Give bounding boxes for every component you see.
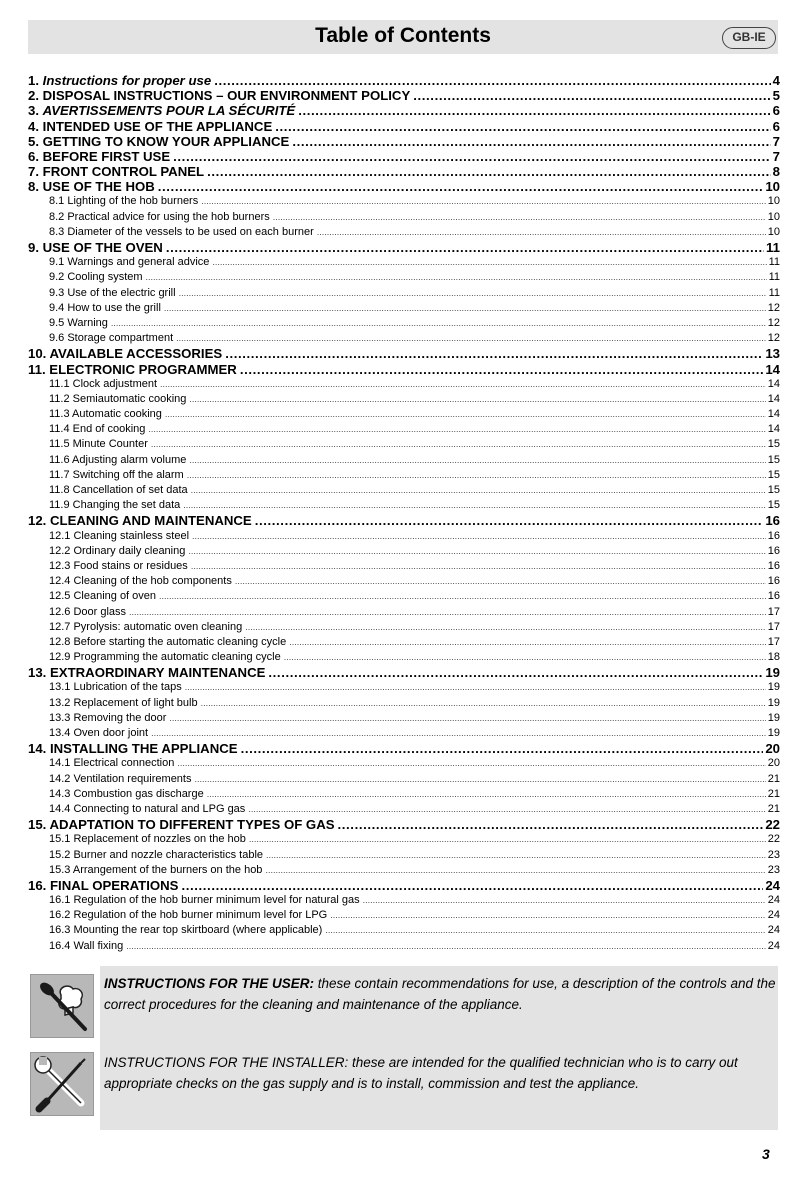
toc-page: 5 <box>772 88 780 104</box>
toc-page: 15 <box>767 438 780 451</box>
toc-section <box>28 270 780 285</box>
toc-title: 7. FRONT CONTROL PANEL <box>28 164 205 180</box>
toc-title: 12.1 Cleaning stainless steel <box>49 529 190 542</box>
toc-page: 23 <box>767 848 780 861</box>
toc-section <box>28 802 780 817</box>
toc-section <box>28 210 780 225</box>
toc-page: 12 <box>767 301 780 314</box>
toc-chapter <box>28 164 780 179</box>
toc-page: 12 <box>767 332 780 345</box>
toc-page: 15 <box>767 499 780 512</box>
toc-section <box>28 650 780 665</box>
toc-title: 4. INTENDED USE OF THE APPLIANCE <box>28 118 273 134</box>
toc-title: 8. USE OF THE HOB <box>28 179 155 195</box>
toc-page: 14 <box>767 408 780 421</box>
toc-section <box>28 756 780 771</box>
toc-title: 11. ELECTRONIC PROGRAMMER <box>28 361 237 377</box>
toc-section <box>28 635 780 650</box>
toc-title: 8.2 Practical advice for using the hob burners <box>49 210 270 223</box>
toc-page: 11 <box>768 271 780 284</box>
user-instructions-text <box>104 973 776 1015</box>
toc-page: 18 <box>767 651 780 664</box>
toc-leader <box>166 240 764 255</box>
toc-leader <box>188 544 765 559</box>
toc-leader <box>185 681 766 696</box>
toc-title: 12.9 Programming the automatic cleaning cycle <box>49 651 281 664</box>
toc-section <box>28 787 780 802</box>
toc-leader <box>240 362 764 377</box>
toc-page: 22 <box>767 833 780 846</box>
toc-leader <box>179 286 767 301</box>
toc-chapter <box>28 362 780 377</box>
toc-title: 11.2 Semiautomatic cooking <box>49 392 187 405</box>
toc-title: 14.1 Electrical connection <box>49 757 175 770</box>
toc-title: 12.3 Food stains or residues <box>49 559 188 572</box>
toc-leader <box>265 863 765 878</box>
toc-leader <box>159 589 766 604</box>
toc-section <box>28 605 780 620</box>
toc-leader <box>325 924 765 939</box>
toc-page: 16 <box>765 513 780 529</box>
toc-page: 15 <box>767 468 780 481</box>
toc-page: 16 <box>767 559 780 572</box>
toc-section <box>28 316 780 331</box>
toc-leader <box>207 787 766 802</box>
toc-leader <box>266 848 766 863</box>
toc-chapter <box>28 134 780 149</box>
toc-title: 11.1 Clock adjustment <box>49 377 158 390</box>
toc-page: 11 <box>768 256 780 269</box>
toc-leader <box>126 939 766 954</box>
toc-page: 16 <box>767 575 780 588</box>
toc-title: 9.5 Warning <box>49 316 108 329</box>
toc-title-text: AVERTISSEMENTS POUR LA SÉCURITÉ <box>42 103 296 119</box>
page-header <box>28 20 778 54</box>
toc-title: 12.4 Cleaning of the hob components <box>49 575 232 588</box>
toc-title: 15.3 Arrangement of the burners on the hob <box>49 863 263 876</box>
toc-chapter <box>28 119 780 134</box>
toc-leader <box>192 529 766 544</box>
toc-leader <box>201 696 766 711</box>
toc-leader <box>212 255 766 270</box>
toc-page: 14 <box>767 392 780 405</box>
toc-page: 14 <box>767 423 780 436</box>
toc-page: 10 <box>765 179 780 195</box>
spoon-chef-hat-icon <box>30 974 94 1038</box>
toc-title: 8.1 Lighting of the hob burners <box>49 195 199 208</box>
toc-title: 16.1 Regulation of the hob burner minimum level for natural gas <box>49 894 360 907</box>
toc-leader <box>151 438 766 453</box>
toc-title: 9. USE OF THE OVEN <box>28 240 163 256</box>
toc-leader <box>363 893 766 908</box>
toc-section <box>28 407 780 422</box>
toc-page: 17 <box>767 635 780 648</box>
toc-section <box>28 848 780 863</box>
toc-leader <box>176 331 766 346</box>
toc-page: 17 <box>767 605 780 618</box>
toc-page: 11 <box>766 240 780 256</box>
toc-page: 7 <box>772 133 780 149</box>
toc-section <box>28 939 780 954</box>
toc-title: 16.3 Mounting the rear top skirtboard (where applicable) <box>49 924 323 937</box>
toc-section <box>28 392 780 407</box>
toc-title: 11.5 Minute Counter <box>49 438 148 451</box>
toc-leader <box>330 908 766 923</box>
toc-page: 19 <box>767 681 780 694</box>
toc-leader <box>201 195 766 210</box>
toc-page: 23 <box>767 863 780 876</box>
toc-chapter <box>28 240 780 255</box>
toc-title: 9.1 Warnings and general advice <box>49 256 210 269</box>
toc-page: 15 <box>767 453 780 466</box>
toc-page: 20 <box>767 757 780 770</box>
toc-section <box>28 893 780 908</box>
toc-section <box>28 377 780 392</box>
toc-title: 15.1 Replacement of nozzles on the hob <box>49 833 246 846</box>
toc-title <box>28 103 298 118</box>
toc-number: 3. <box>28 103 39 119</box>
toc-title: 14.2 Ventilation requirements <box>49 772 192 785</box>
toc-chapter <box>28 179 780 194</box>
toc-section <box>28 559 780 574</box>
toc-page: 11 <box>768 286 780 299</box>
toc-page: 24 <box>767 939 780 952</box>
toc-title: 16. FINAL OPERATIONS <box>28 877 179 893</box>
user-instructions-body: these contain recommendations for use, a description of the controls and the correct procedures for the cleaning and maintenance of the appliance. <box>104 976 776 1012</box>
toc-chapter <box>28 73 780 88</box>
toc-title: 13.1 Lubrication of the taps <box>49 681 182 694</box>
toc-title: 14.3 Combustion gas discharge <box>49 787 204 800</box>
toc-leader <box>191 483 766 498</box>
toc-section <box>28 453 780 468</box>
toc-leader <box>207 164 771 179</box>
toc-leader <box>148 422 765 437</box>
toc-page: 14 <box>765 361 780 377</box>
toc-title-text: Instructions for proper use <box>42 73 212 88</box>
toc-section <box>28 301 780 316</box>
toc-leader <box>284 650 766 665</box>
toc-title: 9.2 Cooling system <box>49 271 143 284</box>
toc-title: 14.4 Connecting to natural and LPG gas <box>49 802 246 815</box>
table-of-contents <box>28 73 780 954</box>
toc-title: 16.4 Wall fixing <box>49 939 124 952</box>
toc-title: 2. DISPOSAL INSTRUCTIONS – OUR ENVIRONMENT POLICY <box>28 88 411 104</box>
toc-leader <box>146 270 767 285</box>
toc-section <box>28 924 780 939</box>
toc-page: 17 <box>767 620 780 633</box>
page-number: 3 <box>762 1146 770 1162</box>
toc-section <box>28 574 780 589</box>
toc-title: 13.3 Removing the door <box>49 711 167 724</box>
toc-section <box>28 620 780 635</box>
toc-title: 6. BEFORE FIRST USE <box>28 148 171 164</box>
toc-page: 7 <box>772 148 780 164</box>
toc-section <box>28 696 780 711</box>
toc-title: 12.2 Ordinary daily cleaning <box>49 544 186 557</box>
toc-section <box>28 438 780 453</box>
toc-section <box>28 422 780 437</box>
toc-page: 24 <box>767 924 780 937</box>
toc-page: 10 <box>767 195 780 208</box>
toc-title: 9.3 Use of the electric grill <box>49 286 176 299</box>
toc-leader <box>255 513 764 528</box>
toc-leader <box>164 301 766 316</box>
toc-leader <box>292 134 770 149</box>
toc-title: 11.3 Automatic cooking <box>49 408 162 421</box>
toc-title: 5. GETTING TO KNOW YOUR APPLIANCE <box>28 133 290 149</box>
toc-leader <box>338 817 764 832</box>
toc-section <box>28 711 780 726</box>
toc-page: 19 <box>767 711 780 724</box>
toc-section <box>28 286 780 301</box>
toc-leader <box>194 772 765 787</box>
toc-title: 11.6 Adjusting alarm volume <box>49 453 187 466</box>
user-instructions-label: INSTRUCTIONS FOR THE USER: <box>104 976 315 991</box>
toc-title: 14. INSTALLING THE APPLIANCE <box>28 741 238 757</box>
toc-section <box>28 529 780 544</box>
toc-section <box>28 726 780 741</box>
toc-leader <box>214 73 770 88</box>
toc-page: 16 <box>767 544 780 557</box>
toc-leader <box>158 179 764 194</box>
toc-title: 11.7 Switching off the alarm <box>49 468 184 481</box>
installer-instructions-box <box>100 1045 778 1130</box>
toc-section <box>28 483 780 498</box>
toc-page: 10 <box>767 225 780 238</box>
installer-instructions-text: INSTRUCTIONS FOR THE INSTALLER: these are intended for the qualified technician who is to carry out appropriate checks on the gas supply and is to install, commission and test the appliance. <box>104 1055 738 1091</box>
toc-chapter <box>28 741 780 756</box>
toc-title: 15. ADAPTATION TO DIFFERENT TYPES OF GAS <box>28 817 335 833</box>
toc-leader <box>191 559 766 574</box>
toc-leader <box>413 88 770 103</box>
toc-section <box>28 681 780 696</box>
toc-title: 9.4 How to use the grill <box>49 301 161 314</box>
page-title: Table of Contents <box>315 24 491 47</box>
toc-page: 21 <box>767 802 780 815</box>
toc-leader <box>225 346 763 361</box>
toc-title: 12.6 Door glass <box>49 605 127 618</box>
toc-title <box>28 73 214 88</box>
toc-title: 11.4 End of cooking <box>49 423 146 436</box>
toc-chapter <box>28 878 780 893</box>
user-instructions-box <box>100 966 778 1050</box>
toc-title: 16.2 Regulation of the hob burner minimum level for LPG <box>49 909 328 922</box>
toc-title: 12.7 Pyrolysis: automatic oven cleaning <box>49 620 243 633</box>
toc-section <box>28 255 780 270</box>
toc-section <box>28 544 780 559</box>
toc-leader <box>248 802 765 817</box>
toc-page: 15 <box>767 484 780 497</box>
toc-leader <box>241 741 764 756</box>
toc-leader <box>151 726 766 741</box>
toc-title: 13.2 Replacement of light bulb <box>49 696 198 709</box>
toc-leader <box>189 392 765 407</box>
toc-page: 16 <box>767 529 780 542</box>
toc-leader <box>289 635 766 650</box>
toc-chapter <box>28 346 780 361</box>
toc-title: 11.8 Cancellation of set data <box>49 484 188 497</box>
toc-page: 20 <box>765 741 780 757</box>
toc-number: 1. <box>28 73 39 88</box>
toc-page: 10 <box>767 210 780 223</box>
toc-title: 9.6 Storage compartment <box>49 332 174 345</box>
toc-title: 13. EXTRAORDINARY MAINTENANCE <box>28 665 266 681</box>
toc-leader <box>249 832 766 847</box>
toc-page: 19 <box>767 696 780 709</box>
toc-section <box>28 331 780 346</box>
toc-chapter <box>28 513 780 528</box>
toc-leader <box>165 407 766 422</box>
toc-leader <box>177 756 765 771</box>
toc-leader <box>181 878 763 893</box>
toc-section <box>28 468 780 483</box>
toc-section <box>28 772 780 787</box>
toc-title: 15.2 Burner and nozzle characteristics table <box>49 848 264 861</box>
toc-leader <box>183 498 765 513</box>
toc-section <box>28 225 780 240</box>
toc-page: 24 <box>767 909 780 922</box>
toc-page: 6 <box>772 118 780 134</box>
toc-title: 12.8 Before starting the automatic cleaning cycle <box>49 635 287 648</box>
language-badge: GB-IE <box>722 27 776 49</box>
toc-title: 8.3 Diameter of the vessels to be used on each burner <box>49 225 314 238</box>
toc-chapter <box>28 665 780 680</box>
toc-leader <box>111 316 766 331</box>
toc-title: 10. AVAILABLE ACCESSORIES <box>28 346 223 362</box>
toc-page: 22 <box>765 817 780 833</box>
toc-leader <box>160 377 766 392</box>
toc-chapter <box>28 88 780 103</box>
toc-section <box>28 832 780 847</box>
toc-leader <box>275 119 770 134</box>
toc-leader <box>273 210 766 225</box>
toc-page: 4 <box>772 73 780 88</box>
toc-leader <box>187 468 766 483</box>
toc-title: 12.5 Cleaning of oven <box>49 590 157 603</box>
toc-title: 12. CLEANING AND MAINTENANCE <box>28 513 252 529</box>
toc-chapter <box>28 149 780 164</box>
toc-chapter <box>28 817 780 832</box>
toc-page: 21 <box>767 772 780 785</box>
toc-leader <box>173 149 771 164</box>
toc-page: 6 <box>772 103 780 119</box>
toc-leader <box>169 711 765 726</box>
toc-title: 11.9 Changing the set data <box>49 499 181 512</box>
toc-page: 19 <box>765 665 780 681</box>
toc-leader <box>298 103 770 118</box>
toc-page: 13 <box>765 346 780 362</box>
toc-page: 24 <box>767 894 780 907</box>
toc-leader <box>129 605 766 620</box>
toc-leader <box>235 574 766 589</box>
wrench-screwdriver-icon <box>30 1052 94 1116</box>
toc-leader <box>268 665 763 680</box>
toc-leader <box>317 225 766 240</box>
toc-page: 24 <box>765 877 780 893</box>
toc-chapter <box>28 103 780 118</box>
toc-section <box>28 863 780 878</box>
toc-title: 13.4 Oven door joint <box>49 727 149 740</box>
toc-section <box>28 589 780 604</box>
toc-section <box>28 498 780 513</box>
toc-page: 21 <box>767 787 780 800</box>
toc-page: 8 <box>772 164 780 180</box>
toc-page: 14 <box>767 377 780 390</box>
toc-page: 16 <box>767 590 780 603</box>
toc-leader <box>245 620 766 635</box>
toc-page: 19 <box>767 727 780 740</box>
toc-section <box>28 908 780 923</box>
toc-leader <box>189 453 765 468</box>
toc-page: 12 <box>767 316 780 329</box>
toc-section <box>28 195 780 210</box>
